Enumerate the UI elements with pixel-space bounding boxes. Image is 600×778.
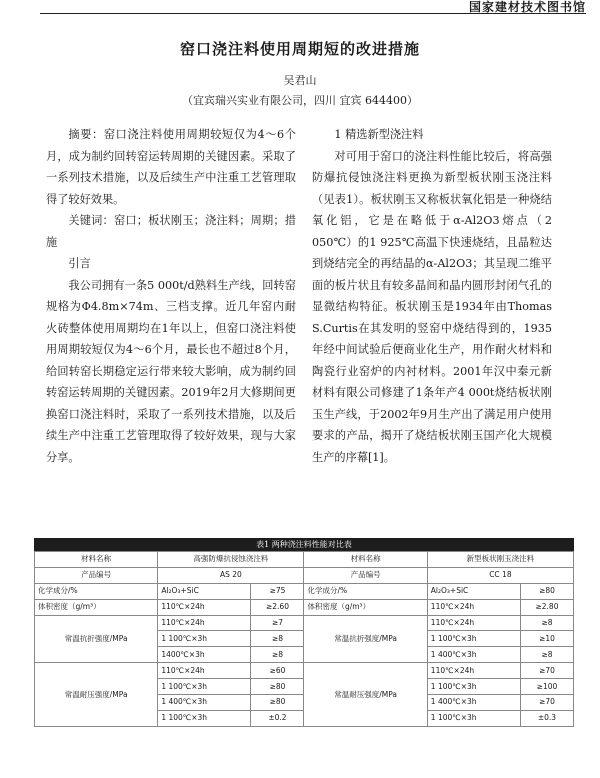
table-row [35,663,574,679]
table-cell: 化学成分/% [304,583,427,599]
table-cell: ≥75 [251,583,304,599]
table-cell: 110℃×24h [158,599,251,615]
table-header: 高强防爆抗侵蚀浇注料 [158,552,304,568]
table-cell: 1 100℃×3h [158,679,251,695]
table-cell: ≥8 [520,647,573,663]
intro-heading: 引言 [68,257,91,270]
table-cell: Al₂O₃+SiC [427,583,520,599]
table-cell: 产品编号 [35,567,158,583]
table-cell: ≥7 [251,615,304,631]
table-cell: 1 100℃×3h [158,631,251,647]
table-cell: 1 100℃×3h [427,679,520,695]
table-cell: ≥8 [251,647,304,663]
table-title: 表1 两种浇注料性能对比表 [34,538,574,551]
table-cell: ±0.3 [520,710,573,726]
table-cell: ≥8 [520,615,573,631]
table-cell: ≥8 [251,631,304,647]
table-cell: ≥2.60 [251,599,304,615]
table-cell: ≥2.80 [520,599,573,615]
table-cell: 常温抗折强度/MPa [35,615,158,663]
table-cell: ≥80 [251,695,304,711]
table-cell: ≥60 [251,663,304,679]
table-cell: 常温抗折强度/MPa [304,615,427,663]
table-cell: ≥80 [520,583,573,599]
table-cell: ±0.2 [251,710,304,726]
table-cell: ≥70 [520,695,573,711]
table-cell: 1 100℃×3h [427,710,520,726]
abstract: 摘要：窑口浇注料使用周期较短仅为4～6个月，成为制约回转窑运转周期的关键因素。采取了一系列技术措施，以及后续生产中注重工艺管理取得了较好效果。 [46,128,296,206]
table-cell: 体积密度（g/m³） [35,599,158,615]
right-column [312,124,552,468]
table-cell: ≥80 [251,679,304,695]
table-cell: 1 400℃×3h [427,647,520,663]
left-column [46,124,296,468]
table-cell: ≥10 [520,631,573,647]
table-cell: 1 100℃×3h [427,631,520,647]
table-header: 材料名称 [35,552,158,568]
table-cell: 常温耐压强度/MPa [35,663,158,727]
table-row [35,567,574,583]
table-header: 新型板状刚玉浇注料 [427,552,573,568]
table-header: 材料名称 [304,552,427,568]
table-cell: 110℃×24h [158,663,251,679]
table-row [35,599,574,615]
table-cell: 110℃×24h [427,663,520,679]
author: 吴君山 [283,74,317,87]
table-cell: AS 20 [158,567,304,583]
section1-text: 对可用于窑口的浇注料性能比较后，将高强防爆抗侵蚀浇注料更换为新型板状刚玉浇注料（见表1）。板状刚玉又称板状氧化铝是一种烧结氧化铝，它是在略低于α-Al2O3熔点（2 050℃）的1 925℃高温下快速烧结，且晶粒达到烧结完全的再结晶的α-Al2O3；其呈现二维平面的板片状且有较多晶间和晶内圆形封闭气孔的显微结构特征。板状刚玉是1934年由Thomas S.Curtis在其发明的竖窑中烧结得到的，1935年经中间试验后便商业化生产，用作耐火材料和陶瓷行业窑炉的内衬材料。2001年汉中秦元新材料有限公司修建了1条年产4 000t烧结板状刚玉生产线，于2002年9月生产出了满足用户使用要求的产品，揭开了烧结板状刚玉国产化大规模生产的序幕[1]。 [312,149,552,464]
table-cell: ≥70 [520,663,573,679]
table-row [35,583,574,599]
table-row [35,615,574,631]
table-cell: 110℃×24h [158,615,251,631]
table-cell: 体积密度（g/m³） [304,599,427,615]
table-row [35,552,574,568]
keywords: 关键词：窑口；板状刚玉；浇注料；周期；措施 [46,214,296,249]
table-cell: 1 400℃×3h [158,695,251,711]
table-cell: 110℃×24h [427,599,520,615]
affiliation: （宜宾瑞兴实业有限公司，四川 宜宾 644400） [182,94,418,107]
table-cell: 产品编号 [304,567,427,583]
table-cell: Al₂O₃+SiC [158,583,251,599]
intro-text: 我公司拥有一条5 000t/d熟料生产线，回转窑规格为Φ4.8m×74m、三档支撑。近几年窑内耐火砖整体使用周期均在1年以上，但窑口浇注料使用周期较短仅为4～6个月，最长也不超过8个月，给回转窑长期稳定运行带来较大影响，成为制约回转窑运转周期的关键因素。2019年2月大修期间更换窑口浇注料时，采取了一系列技术措施，以及后续生产中注重工艺管理取得了较好效果，现与大家分享。 [46,278,296,464]
table-cell: 1400℃×3h [158,647,251,663]
table-cell: 化学成分/% [35,583,158,599]
comparison-table [34,551,574,727]
section1-heading: 1 精选新型浇注料 [334,128,424,141]
table-cell: 110℃×24h [427,615,520,631]
table-cell: ≥100 [520,679,573,695]
table-cell: 1 400℃×3h [427,695,520,711]
table-cell: CC 18 [427,567,573,583]
library-name: 国家建材技术图书馆 [468,0,586,14]
table-cell: 1 100℃×3h [158,710,251,726]
article-title: 窑口浇注料使用周期短的改进措施 [179,40,420,58]
table-cell: 常温耐压强度/MPa [304,663,427,727]
